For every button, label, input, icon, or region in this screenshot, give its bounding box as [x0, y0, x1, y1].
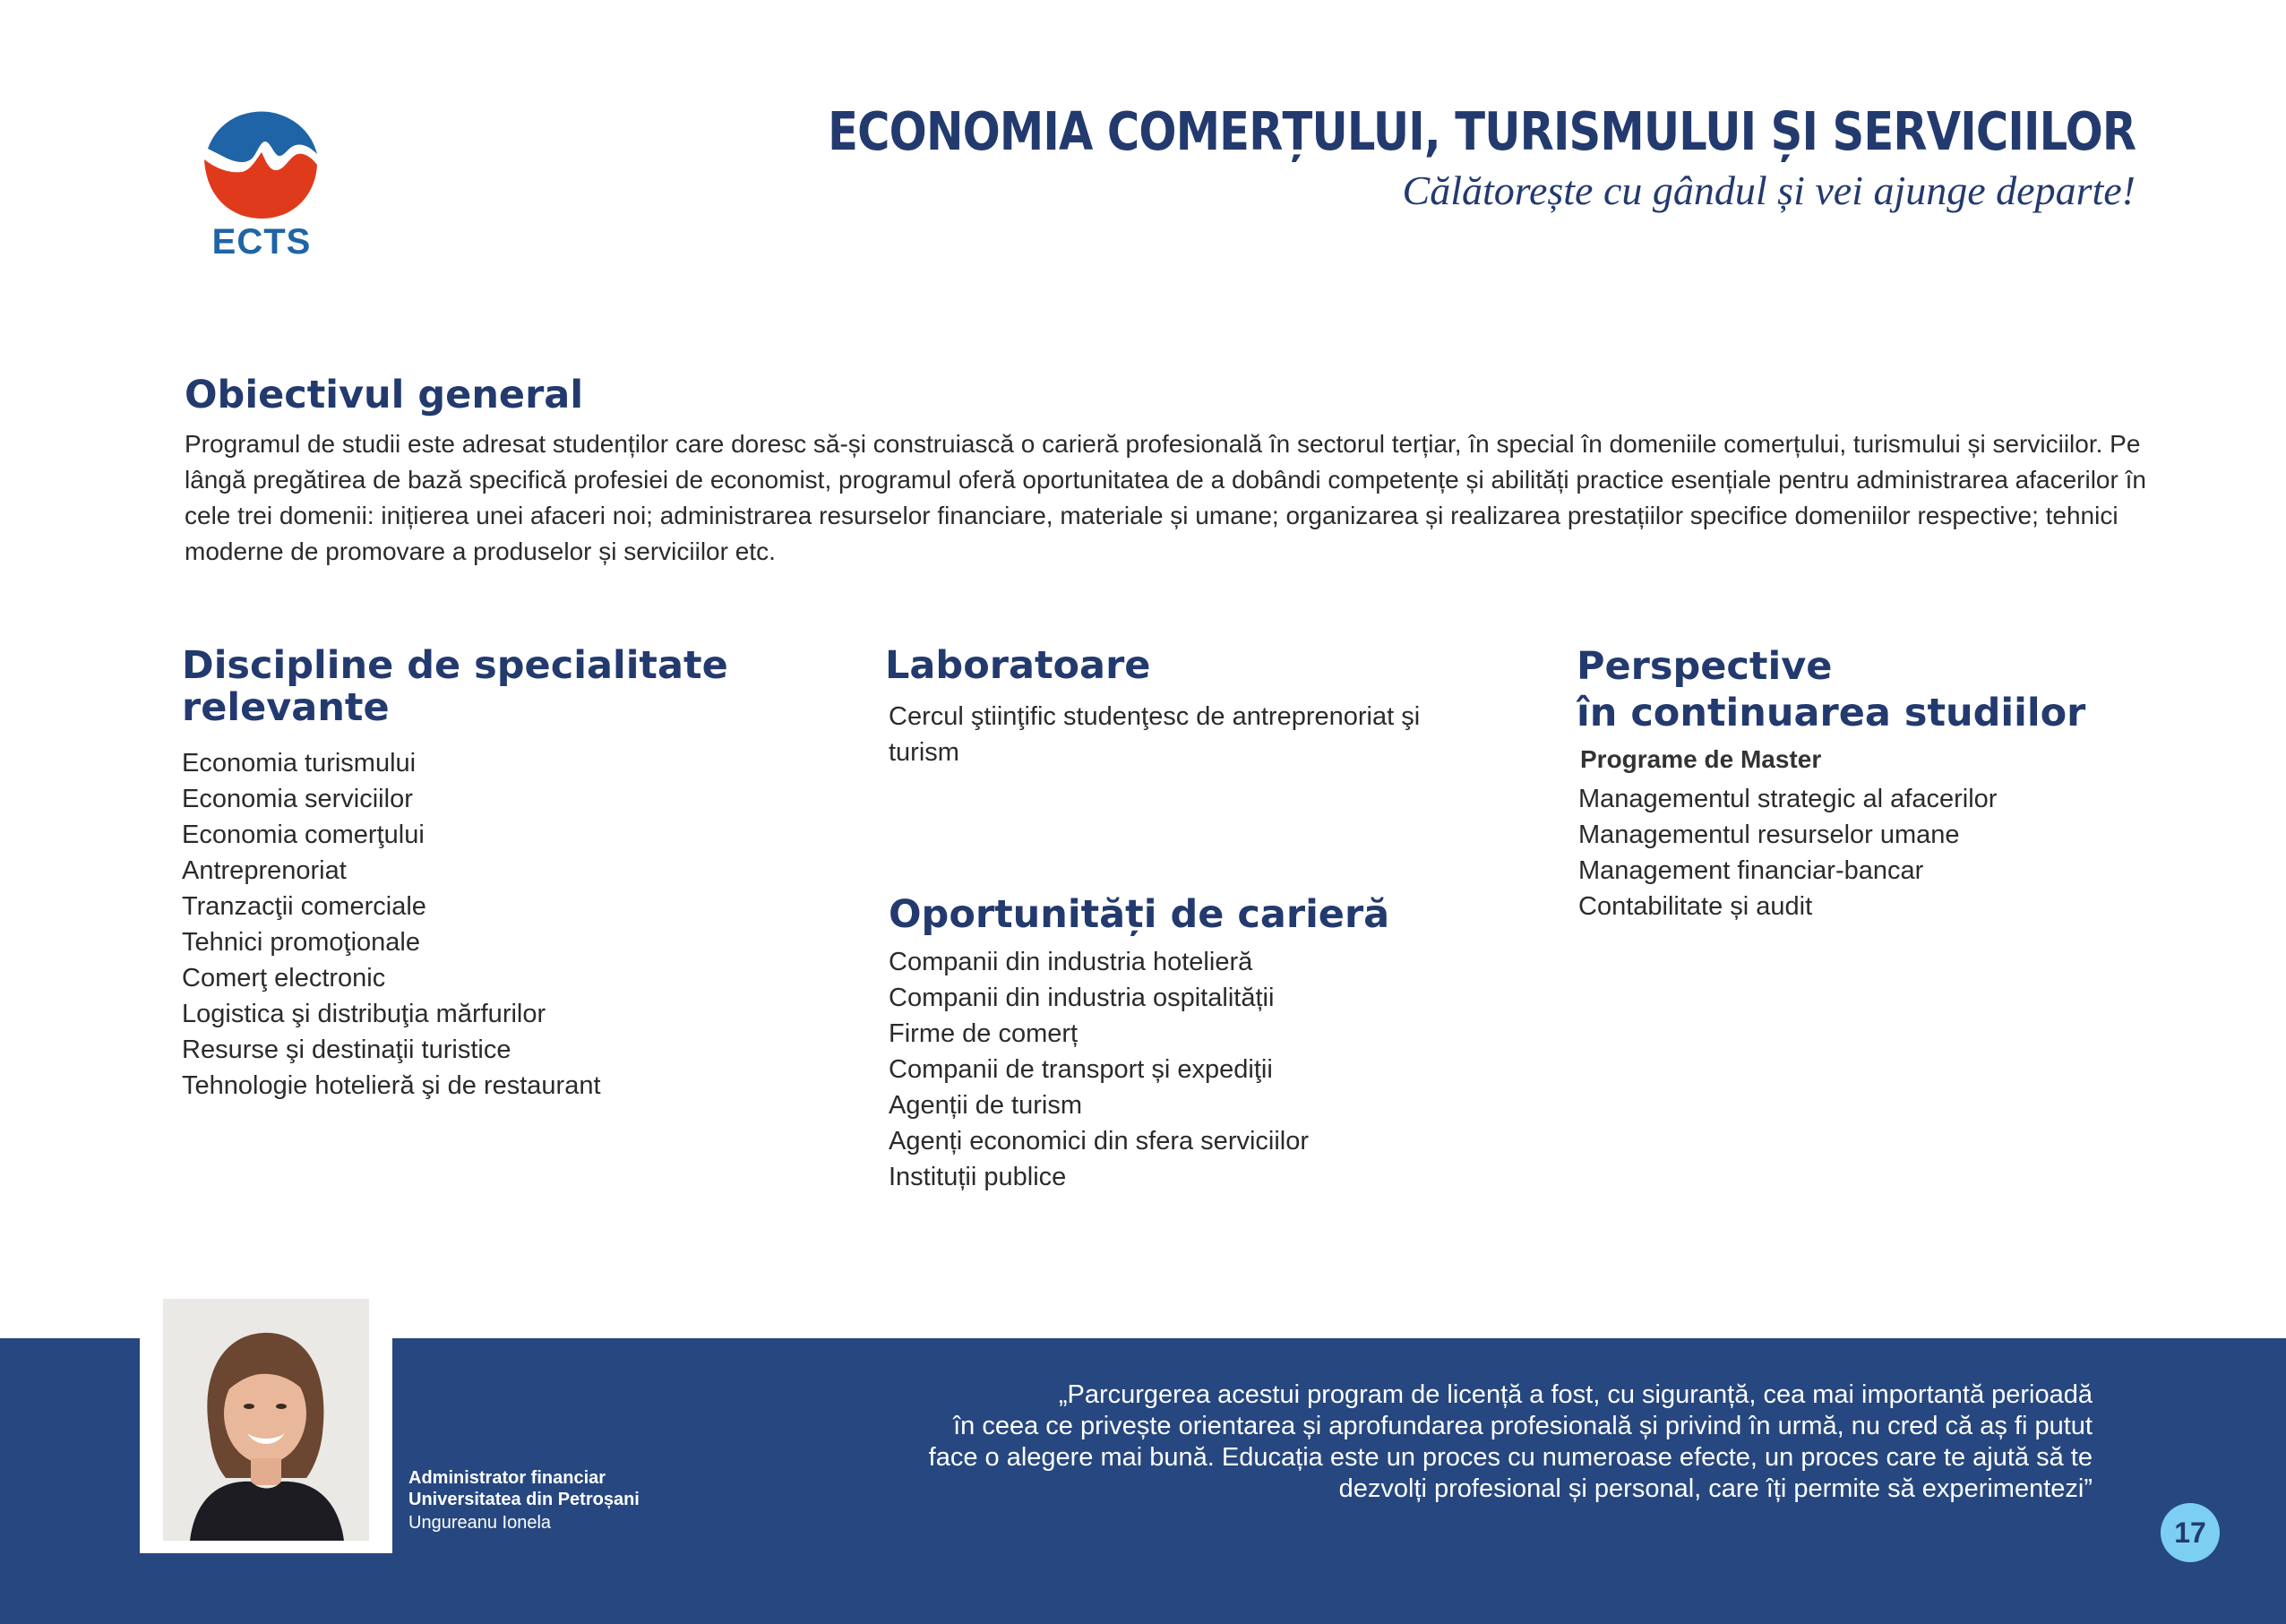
list-item: Agenții de turism — [889, 1091, 1082, 1120]
list-item: Resurse şi destinaţii turistice — [182, 1035, 511, 1064]
testimonial-photo-frame — [140, 1285, 392, 1553]
perspectives-heading-line2: în continuarea studiilor — [1577, 691, 2086, 735]
list-item: Agenți economici din sfera serviciilor — [889, 1127, 1310, 1156]
quote-line: face o alegere mai bună. Educația este un proces cu numeroase efecte, un proces care te ajută să te — [928, 1443, 2093, 1472]
list-item: Management financiar-bancar — [1578, 856, 1924, 885]
objective-text: Programul de studii este adresat studenților care doresc să-și construiască o carieră profesională în sectorul terțiar, în special în domeniile comerțului, turismului și serviciilor. Pe lângă pregătirea de bază specifică profesiei de economist, programul oferă oportunitatea de a dobândi competențe și abilități practice esențiale pentru administrarea afacerilor în cele trei domenii: inițierea unei afaceri noi; administrarea resurselor financiare, materiale și umane; organizarea și realizarea prestațiilor specifice domeniilor respective; tehnici moderne de promovare a produselor și serviciilor etc. — [185, 430, 2146, 565]
quote-line: „Parcurgerea acestui program de licență a fost, cu siguranță, cea mai importantă perioadă — [1058, 1380, 2093, 1409]
masters-list — [1578, 781, 1997, 924]
disciplines-list — [182, 745, 601, 1104]
quote-line: dezvolți profesional și personal, care îți permite să experimentezi” — [1338, 1474, 2093, 1503]
list-item: Firme de comerț — [889, 1019, 1079, 1048]
list-item: Economia turismului — [182, 749, 417, 778]
perspectives-heading — [1577, 643, 2085, 736]
master-subheading: Programe de Master — [1580, 745, 1822, 773]
testimonial-photo — [163, 1299, 369, 1541]
list-item: Instituții publice — [889, 1163, 1067, 1191]
testimonial-role-line2: Universitatea din Petroșani — [408, 1490, 640, 1509]
list-item: Antreprenoriat — [182, 856, 347, 885]
logo-text: ECTS — [211, 222, 312, 262]
quote-line: în ceea ce privește orientarea și aprofundarea profesională și privind în urmă, nu cred că aș fi putut — [953, 1412, 2093, 1440]
list-item: Economia serviciilor — [182, 785, 413, 813]
list-item: Companii din industria ospitalității — [889, 984, 1275, 1012]
labs-heading: Laboratoare — [885, 643, 1151, 688]
disciplines-heading — [182, 645, 728, 729]
disciplines-heading-line1: Discipline de specialitate — [182, 643, 728, 688]
list-item: Tehnici promoţionale — [182, 928, 420, 957]
ects-logo — [199, 107, 324, 264]
page-title: ECONOMIA COMERȚULUI, TURISMULUI ȘI SERVICIILOR — [827, 100, 2136, 162]
careers-heading: Oportunități de carieră — [889, 892, 1390, 937]
list-item: Contabilitate și audit — [1578, 892, 1813, 921]
testimonial-name: Ungureanu Ionela — [408, 1513, 552, 1533]
objective-heading: Obiectivul general — [185, 373, 584, 417]
testimonial-quote — [794, 1379, 2093, 1505]
disciplines-heading-line2: relevante — [182, 685, 390, 730]
list-item: Companii din industria hotelieră — [889, 948, 1253, 976]
list-item: Tranzacţii comerciale — [182, 892, 426, 921]
careers-list — [889, 944, 1309, 1195]
list-item: Tehnologie hotelieră şi de restaurant — [182, 1071, 601, 1100]
list-item: Managementul resurselor umane — [1578, 821, 1960, 849]
person-portrait-icon — [163, 1299, 369, 1541]
testimonial-role — [408, 1467, 640, 1510]
page-number-badge: 17 — [2161, 1503, 2220, 1562]
list-item: Economia comerţului — [182, 821, 425, 849]
page-subtitle: Călătorește cu gândul și vei ajunge departe! — [1402, 168, 2136, 213]
list-item: Companii de transport și expediţii — [889, 1055, 1273, 1084]
list-item: Logistica şi distribuţia mărfurilor — [182, 1000, 546, 1028]
list-item: Managementul strategic al afacerilor — [1578, 785, 1998, 813]
labs-text: Cercul ştiinţific studenţesc de antreprenoriat şi turism — [889, 702, 1421, 767]
perspectives-heading-line1: Perspective — [1577, 644, 1833, 689]
ects-logo-icon — [199, 107, 324, 222]
list-item: Comerţ electronic — [182, 964, 386, 992]
testimonial-role-line1: Administrator financiar — [408, 1468, 606, 1488]
